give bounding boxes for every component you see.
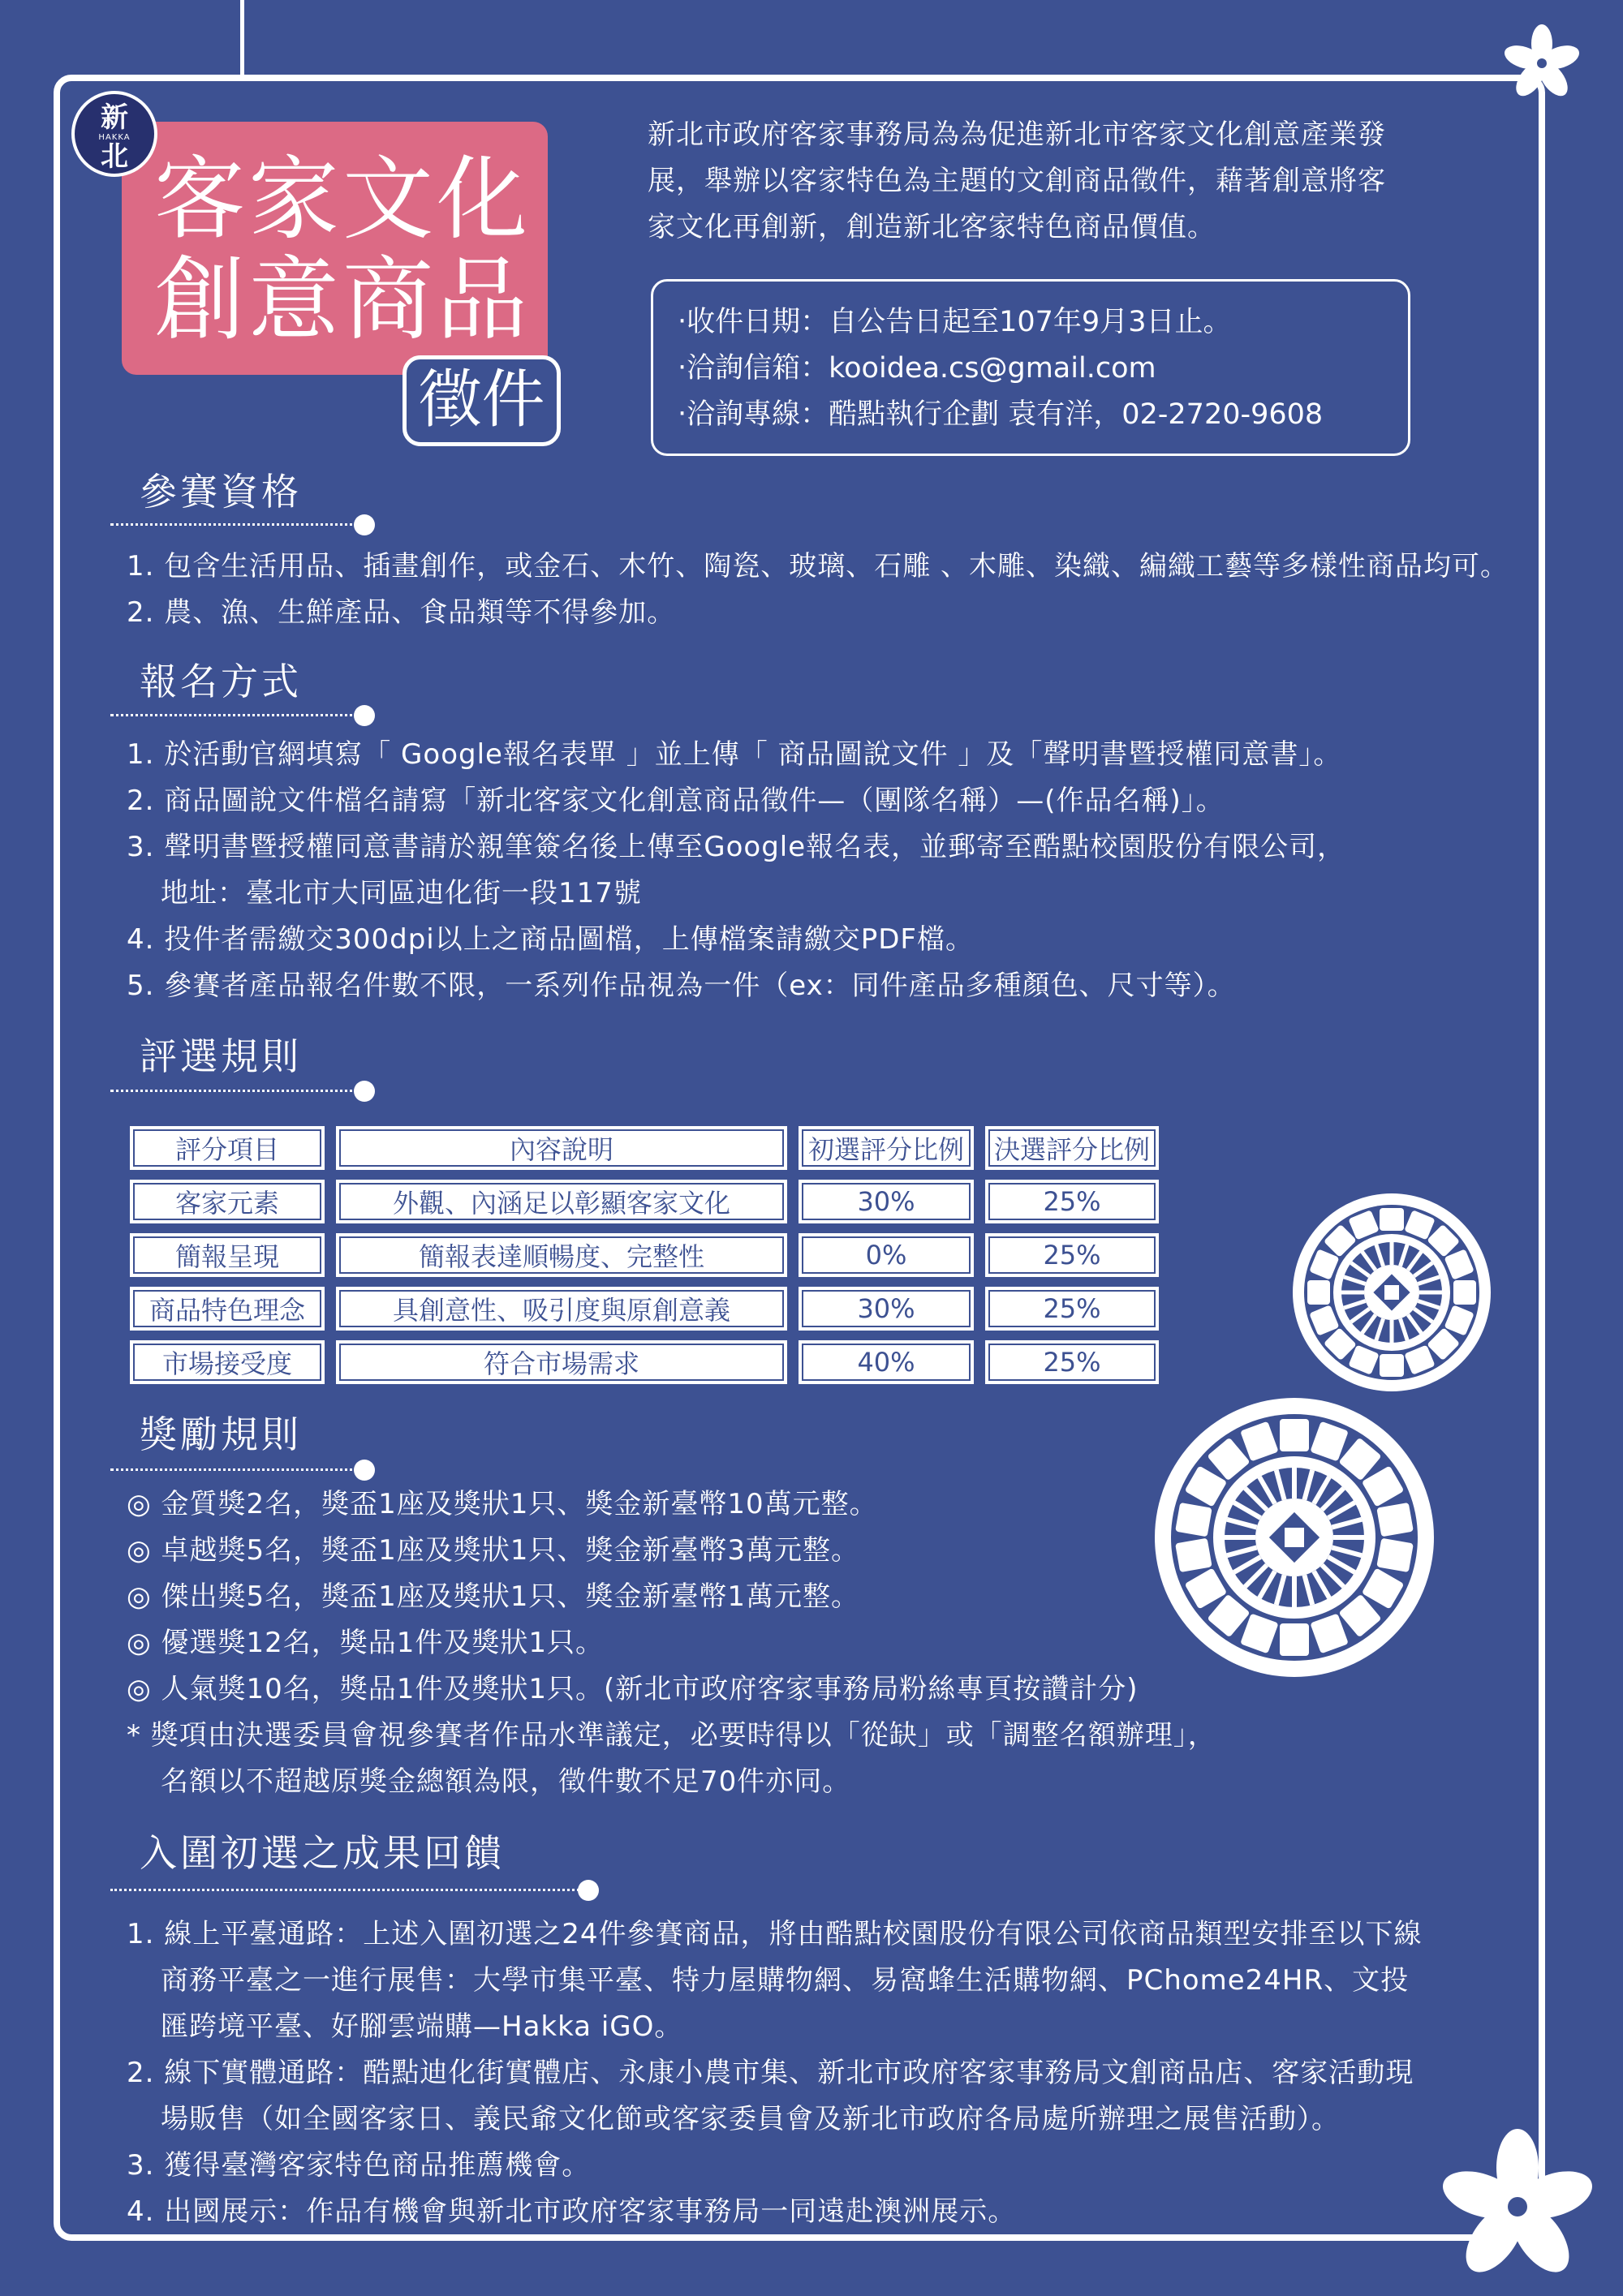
list-item: 商務平臺之一進行展售：大學市集平臺、特力屋購物網、易窩蜂生活購物網、PChome24HR、文投 [161, 1964, 1410, 1997]
table-header-cell: 初選評分比例 [799, 1126, 974, 1170]
list-item: 1. 線上平臺通路：上述入圍初選之24件參賽商品，將由酷點校園股份有限公司依商品類型安排至以下線 [127, 1918, 1423, 1950]
table-cell: 符合市場需求 [336, 1340, 787, 1384]
table-cell: 市場接受度 [130, 1340, 325, 1384]
table-row [130, 1287, 1159, 1331]
contact-info-box [651, 279, 1410, 456]
decorative-medallion-small [1290, 1191, 1493, 1394]
table-cell: 25% [985, 1287, 1159, 1331]
list-item: ◎ 卓越獎5名，獎盃1座及獎狀1只、獎金新臺幣3萬元整。 [127, 1534, 860, 1567]
list-item: * 獎項由決選委員會視參賽者作品水準議定，必要時得以「從缺」或「調整名額辦理」， [127, 1719, 1216, 1752]
table-row [130, 1233, 1159, 1277]
tung-flower-icon [1436, 2118, 1599, 2296]
table-cell: 簡報表達順暢度、完整性 [336, 1233, 787, 1277]
title-line-2: 創意商品 [154, 247, 531, 353]
list-item: 4. 投件者需繳交300dpi以上之商品圖檔，上傳檔案請繳交PDF檔。 [127, 923, 974, 956]
table-cell: 具創意性、吸引度與原創意義 [336, 1287, 787, 1331]
list-item: 2. 農、漁、生鮮產品、食品類等不得參加。 [127, 596, 676, 629]
section-heading-feedback: 入圍初選之成果回饋 [140, 1831, 505, 1875]
section-divider-dot [354, 1081, 375, 1102]
list-item: 1. 包含生活用品、插畫創作，或金石、木竹、陶瓷、玻璃、石雕 、木雕、染織、編織工藝等多樣性商品均可。 [127, 550, 1509, 583]
list-item: ◎ 人氣獎10名，獎品1件及獎狀1只。(新北市政府客家事務局粉絲專頁按讚計分) [127, 1673, 1139, 1705]
section-divider [110, 1090, 359, 1092]
feedback-list [127, 1911, 1423, 2235]
table-header-cell: 評分項目 [130, 1126, 325, 1170]
email-info: ‧洽詢信箱：kooidea.cs@gmail.com [678, 352, 1156, 385]
table-cell: 簡報呈現 [130, 1233, 325, 1277]
table-cell: 25% [985, 1180, 1159, 1223]
deadline-info: ‧收件日期：自公告日起至107年9月3日止。 [678, 306, 1232, 338]
list-item: 3. 獲得臺灣客家特色商品推薦機會。 [127, 2149, 591, 2182]
table-cell: 40% [799, 1340, 974, 1384]
section-heading-eligibility: 參賽資格 [140, 470, 302, 514]
table-cell: 外觀、內涵足以彰顯客家文化 [336, 1180, 787, 1223]
list-item: 匯跨境平臺、好腳雲端購—Hakka iGO。 [161, 2010, 683, 2043]
list-item: ◎ 金質獎2名，獎盃1座及獎狀1只、獎金新臺幣10萬元整。 [127, 1488, 878, 1520]
table-header-cell: 內容說明 [336, 1126, 787, 1170]
evaluation-table [118, 1116, 1170, 1394]
table-cell: 商品特色理念 [130, 1287, 325, 1331]
table-row [130, 1340, 1159, 1384]
section-divider-dot [578, 1880, 599, 1901]
list-item: 場販售（如全國客家日、義民爺文化節或客家委員會及新北市政府各局處所辦理之展售活動）。 [161, 2103, 1340, 2135]
intro-line: 新北市政府客家事務局為為促進新北市客家文化創意產業發 [648, 118, 1386, 151]
logo-romaji: HAKKA [98, 133, 131, 142]
top-vertical-line [240, 0, 244, 78]
intro-paragraph [648, 112, 1459, 251]
list-item: 地址：臺北市大同區迪化街一段117號 [161, 877, 642, 909]
title-line-1: 客家文化 [154, 147, 531, 252]
title-badge: 徵件 [403, 355, 561, 446]
table-cell: 0% [799, 1233, 974, 1277]
table-cell: 30% [799, 1180, 974, 1223]
awards-list [127, 1481, 1216, 1805]
intro-line: 展，舉辦以客家特色為主題的文創商品徵件，藉著創意將客 [648, 165, 1386, 197]
section-heading-evaluation: 評選規則 [140, 1034, 302, 1078]
table-cell: 客家元素 [130, 1180, 325, 1223]
list-item: 1. 於活動官網填寫「 Google報名表單 」並上傳「 商品圖說文件 」及「聲明書暨授權同意書」。 [127, 738, 1342, 771]
table-header-cell: 決選評分比例 [985, 1126, 1159, 1170]
list-item: ◎ 優選獎12名，獎品1件及獎狀1只。 [127, 1627, 605, 1659]
list-item: 2. 商品圖說文件檔名請寫「新北客家文化創意商品徵件—（團隊名稱）—(作品名稱)」。 [127, 785, 1225, 817]
logo-char-bottom: 北 [101, 140, 128, 173]
phone-info: ‧洽詢專線：酷點執行企劃 袁有洋，02-2720-9608 [678, 398, 1324, 431]
eligibility-list [127, 544, 1509, 636]
list-item: ◎ 傑出獎5名，獎盃1座及獎狀1只、獎金新臺幣1萬元整。 [127, 1580, 860, 1613]
list-item: 3. 聲明書暨授權同意書請於親筆簽名後上傳至Google報名表，並郵寄至酷點校園股份有限公司， [127, 831, 1346, 863]
section-divider-dot [354, 514, 375, 535]
section-divider [110, 1468, 359, 1471]
registration-list [127, 732, 1345, 1009]
section-heading-registration: 報名方式 [140, 660, 302, 703]
table-cell: 25% [985, 1233, 1159, 1277]
table-header-row [130, 1126, 1159, 1170]
section-divider-dot [354, 1460, 375, 1481]
list-item: 4. 出國展示：作品有機會與新北市政府客家事務局一同遠赴澳洲展示。 [127, 2195, 1017, 2228]
section-divider [110, 714, 359, 716]
table-row [130, 1180, 1159, 1223]
list-item: 5. 參賽者產品報名件數不限，一系列作品視為一件（ex：同件產品多種顏色、尺寸等）。 [127, 970, 1236, 1002]
tung-flower-icon [1501, 23, 1582, 104]
section-divider-dot [354, 705, 375, 726]
section-divider [110, 523, 359, 526]
list-item: 2. 線下實體通路：酷點迪化街實體店、永康小農市集、新北市政府客家事務局文創商品店、客家活動現 [127, 2057, 1414, 2089]
hakka-logo [71, 91, 157, 177]
intro-line: 家文化再創新，創造新北客家特色商品價值。 [648, 211, 1216, 243]
title-block [122, 122, 548, 375]
section-heading-awards: 獎勵規則 [140, 1412, 302, 1456]
list-item: 名額以不超越原獎金總額為限，徵件數不足70件亦同。 [161, 1765, 851, 1798]
table-cell: 25% [985, 1340, 1159, 1384]
table-cell: 30% [799, 1287, 974, 1331]
logo-char-top: 新 [101, 101, 128, 134]
section-divider [110, 1889, 584, 1891]
